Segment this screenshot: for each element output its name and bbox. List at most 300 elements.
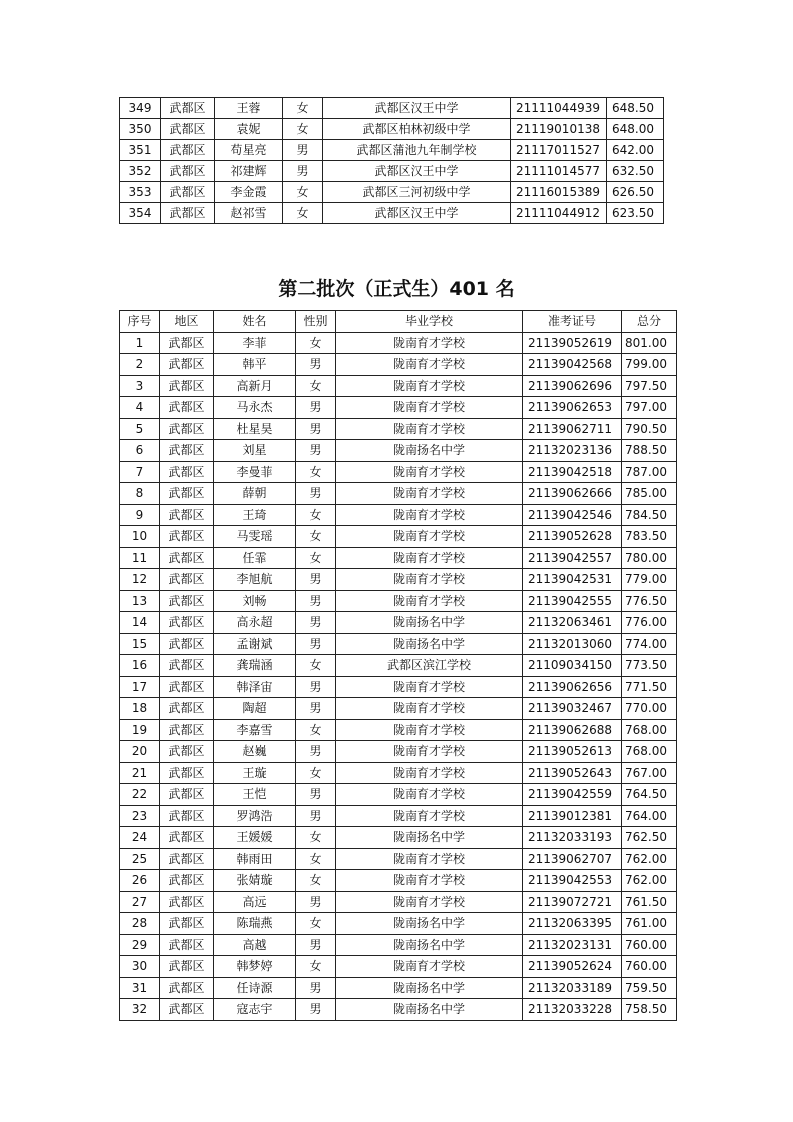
- cell-name: 袁妮: [215, 119, 283, 140]
- cell-gender: 男: [296, 590, 336, 612]
- cell-name: 王媛媛: [214, 827, 296, 849]
- cell-district: 武都区: [160, 483, 214, 505]
- table-row: [120, 483, 677, 505]
- cell-gender: 男: [296, 633, 336, 655]
- cell-gender: 女: [296, 956, 336, 978]
- cell-school: 陇南育才学校: [336, 375, 523, 397]
- cell-name: 薛朝: [214, 483, 296, 505]
- header-district: 地区: [160, 311, 214, 333]
- cell-name: 苟星亮: [215, 140, 283, 161]
- cell-exam-id: 21132023136: [523, 440, 622, 462]
- cell-total-score: 797.00: [622, 397, 677, 419]
- cell-total-score: 790.50: [622, 418, 677, 440]
- cell-gender: 男: [296, 934, 336, 956]
- cell-district: 武都区: [160, 354, 214, 376]
- table-row: [120, 848, 677, 870]
- table-row: [120, 977, 677, 999]
- table-row: [120, 354, 677, 376]
- cell-exam-id: 21139032467: [523, 698, 622, 720]
- cell-total-score: 623.50: [607, 203, 664, 224]
- table-row: [120, 934, 677, 956]
- table-row: [120, 590, 677, 612]
- cell-exam-id: 21139062707: [523, 848, 622, 870]
- cell-exam-id: 21117011527: [511, 140, 607, 161]
- cell-name: 韩梦婷: [214, 956, 296, 978]
- cell-district: 武都区: [160, 612, 214, 634]
- cell-exam-id: 21139042555: [523, 590, 622, 612]
- cell-exam-id: 21139042531: [523, 569, 622, 591]
- table-row: [120, 203, 664, 224]
- cell-exam-id: 21139052628: [523, 526, 622, 548]
- cell-index: 21: [120, 762, 160, 784]
- cell-district: 武都区: [161, 119, 215, 140]
- cell-total-score: 773.50: [622, 655, 677, 677]
- table-row: [120, 98, 664, 119]
- cell-index: 19: [120, 719, 160, 741]
- cell-district: 武都区: [161, 161, 215, 182]
- cell-school: 陇南扬名中学: [336, 977, 523, 999]
- cell-total-score: 783.50: [622, 526, 677, 548]
- cell-index: 30: [120, 956, 160, 978]
- cell-gender: 女: [296, 848, 336, 870]
- cell-exam-id: 21139062656: [523, 676, 622, 698]
- cell-name: 陈瑞燕: [214, 913, 296, 935]
- cell-school: 陇南育才学校: [336, 504, 523, 526]
- cell-total-score: 788.50: [622, 440, 677, 462]
- cell-gender: 女: [283, 182, 323, 203]
- cell-gender: 女: [296, 332, 336, 354]
- cell-school: 武都区柏林初级中学: [323, 119, 511, 140]
- table-row: [120, 741, 677, 763]
- cell-total-score: 762.00: [622, 870, 677, 892]
- cell-school: 陇南育才学校: [336, 891, 523, 913]
- cell-exam-id: 21119010138: [511, 119, 607, 140]
- table-row: [120, 418, 677, 440]
- cell-index: 15: [120, 633, 160, 655]
- cell-district: 武都区: [160, 698, 214, 720]
- cell-total-score: 761.00: [622, 913, 677, 935]
- cell-school: 陇南育才学校: [336, 418, 523, 440]
- cell-exam-id: 21132063395: [523, 913, 622, 935]
- cell-total-score: 632.50: [607, 161, 664, 182]
- cell-gender: 男: [296, 891, 336, 913]
- cell-gender: 女: [296, 547, 336, 569]
- continued-results-table: [119, 97, 664, 224]
- cell-exam-id: 21132033193: [523, 827, 622, 849]
- cell-exam-id: 21132013060: [523, 633, 622, 655]
- cell-school: 陇南育才学校: [336, 719, 523, 741]
- cell-school: 陇南育才学校: [336, 590, 523, 612]
- cell-total-score: 762.50: [622, 827, 677, 849]
- cell-gender: 女: [296, 655, 336, 677]
- cell-district: 武都区: [160, 977, 214, 999]
- cell-district: 武都区: [160, 719, 214, 741]
- cell-district: 武都区: [160, 762, 214, 784]
- cell-exam-id: 21139062688: [523, 719, 622, 741]
- cell-index: 9: [120, 504, 160, 526]
- cell-school: 武都区汉王中学: [323, 161, 511, 182]
- cell-gender: 女: [296, 526, 336, 548]
- cell-gender: 女: [296, 719, 336, 741]
- cell-name: 马永杰: [214, 397, 296, 419]
- cell-index: 10: [120, 526, 160, 548]
- cell-exam-id: 21139062653: [523, 397, 622, 419]
- cell-total-score: 770.00: [622, 698, 677, 720]
- cell-district: 武都区: [160, 956, 214, 978]
- table-row: [120, 913, 677, 935]
- table-row: [120, 784, 677, 806]
- cell-name: 赵巍: [214, 741, 296, 763]
- cell-district: 武都区: [160, 784, 214, 806]
- cell-index: 11: [120, 547, 160, 569]
- cell-exam-id: 21139042553: [523, 870, 622, 892]
- cell-index: 23: [120, 805, 160, 827]
- cell-name: 王璇: [214, 762, 296, 784]
- cell-name: 刘畅: [214, 590, 296, 612]
- cell-name: 李菲: [214, 332, 296, 354]
- cell-name: 高永超: [214, 612, 296, 634]
- cell-school: 陇南育才学校: [336, 784, 523, 806]
- cell-school: 陇南育才学校: [336, 676, 523, 698]
- cell-gender: 男: [296, 354, 336, 376]
- table-row: [120, 375, 677, 397]
- cell-index: 18: [120, 698, 160, 720]
- cell-total-score: 780.00: [622, 547, 677, 569]
- table-row: [120, 397, 677, 419]
- cell-index: 353: [120, 182, 161, 203]
- cell-name: 李金霞: [215, 182, 283, 203]
- cell-school: 陇南育才学校: [336, 397, 523, 419]
- cell-total-score: 787.00: [622, 461, 677, 483]
- cell-gender: 男: [296, 977, 336, 999]
- cell-gender: 女: [296, 375, 336, 397]
- cell-index: 20: [120, 741, 160, 763]
- cell-total-score: 768.00: [622, 719, 677, 741]
- cell-school: 武都区汉王中学: [323, 203, 511, 224]
- table-row: [120, 332, 677, 354]
- table-row: [120, 161, 664, 182]
- cell-total-score: 759.50: [622, 977, 677, 999]
- cell-district: 武都区: [161, 182, 215, 203]
- cell-name: 王琦: [214, 504, 296, 526]
- cell-school: 陇南育才学校: [336, 698, 523, 720]
- cell-exam-id: 21139062696: [523, 375, 622, 397]
- cell-total-score: 799.00: [622, 354, 677, 376]
- cell-exam-id: 21111014577: [511, 161, 607, 182]
- cell-exam-id: 21139012381: [523, 805, 622, 827]
- cell-school: 陇南育才学校: [336, 870, 523, 892]
- cell-district: 武都区: [160, 891, 214, 913]
- cell-gender: 女: [283, 119, 323, 140]
- cell-district: 武都区: [160, 676, 214, 698]
- cell-exam-id: 21111044912: [511, 203, 607, 224]
- cell-gender: 男: [296, 483, 336, 505]
- cell-gender: 男: [296, 698, 336, 720]
- cell-school: 陇南扬名中学: [336, 612, 523, 634]
- cell-district: 武都区: [160, 999, 214, 1021]
- cell-gender: 男: [283, 161, 323, 182]
- cell-total-score: 626.50: [607, 182, 664, 203]
- cell-school: 陇南扬名中学: [336, 999, 523, 1021]
- cell-gender: 女: [296, 762, 336, 784]
- cell-total-score: 760.00: [622, 956, 677, 978]
- cell-school: 陇南扬名中学: [336, 934, 523, 956]
- cell-school: 陇南育才学校: [336, 569, 523, 591]
- cell-exam-id: 21139042518: [523, 461, 622, 483]
- cell-gender: 男: [296, 440, 336, 462]
- cell-index: 3: [120, 375, 160, 397]
- table-row: [120, 119, 664, 140]
- cell-district: 武都区: [160, 934, 214, 956]
- cell-gender: 男: [296, 612, 336, 634]
- cell-index: 7: [120, 461, 160, 483]
- cell-district: 武都区: [160, 870, 214, 892]
- header-name: 姓名: [214, 311, 296, 333]
- cell-index: 25: [120, 848, 160, 870]
- cell-total-score: 779.00: [622, 569, 677, 591]
- cell-index: 27: [120, 891, 160, 913]
- cell-index: 12: [120, 569, 160, 591]
- cell-gender: 女: [296, 504, 336, 526]
- cell-district: 武都区: [160, 741, 214, 763]
- cell-name: 马雯瑶: [214, 526, 296, 548]
- section-title: 第二批次（正式生）401 名: [278, 278, 515, 300]
- table-row: [120, 870, 677, 892]
- cell-gender: 男: [296, 676, 336, 698]
- header-index: 序号: [120, 311, 160, 333]
- cell-exam-id: 21139052619: [523, 332, 622, 354]
- cell-school: 陇南育才学校: [336, 805, 523, 827]
- cell-district: 武都区: [160, 805, 214, 827]
- cell-index: 350: [120, 119, 161, 140]
- cell-school: 陇南扬名中学: [336, 827, 523, 849]
- cell-total-score: 768.00: [622, 741, 677, 763]
- cell-name: 刘星: [214, 440, 296, 462]
- cell-school: 武都区三河初级中学: [323, 182, 511, 203]
- cell-school: 武都区滨江学校: [336, 655, 523, 677]
- cell-exam-id: 21139062666: [523, 483, 622, 505]
- table-row: [120, 504, 677, 526]
- cell-name: 高远: [214, 891, 296, 913]
- cell-index: 24: [120, 827, 160, 849]
- cell-exam-id: 21139052624: [523, 956, 622, 978]
- table-row: [120, 633, 677, 655]
- cell-gender: 男: [296, 784, 336, 806]
- cell-district: 武都区: [160, 590, 214, 612]
- cell-index: 31: [120, 977, 160, 999]
- cell-gender: 男: [296, 741, 336, 763]
- cell-school: 陇南育才学校: [336, 547, 523, 569]
- cell-exam-id: 21132063461: [523, 612, 622, 634]
- table-row: [120, 956, 677, 978]
- cell-district: 武都区: [160, 332, 214, 354]
- cell-index: 29: [120, 934, 160, 956]
- cell-total-score: 785.00: [622, 483, 677, 505]
- cell-school: 武都区蒲池九年制学校: [323, 140, 511, 161]
- cell-name: 任诗源: [214, 977, 296, 999]
- cell-index: 354: [120, 203, 161, 224]
- cell-exam-id: 21116015389: [511, 182, 607, 203]
- cell-index: 26: [120, 870, 160, 892]
- cell-district: 武都区: [160, 633, 214, 655]
- cell-district: 武都区: [160, 526, 214, 548]
- cell-total-score: 764.50: [622, 784, 677, 806]
- cell-total-score: 801.00: [622, 332, 677, 354]
- continued-results-body: [120, 98, 664, 224]
- cell-school: 陇南育才学校: [336, 483, 523, 505]
- header-school: 毕业学校: [336, 311, 523, 333]
- header-exam-id: 准考证号: [523, 311, 622, 333]
- cell-exam-id: 21132033228: [523, 999, 622, 1021]
- cell-total-score: 758.50: [622, 999, 677, 1021]
- cell-district: 武都区: [160, 655, 214, 677]
- cell-name: 韩雨田: [214, 848, 296, 870]
- cell-district: 武都区: [160, 504, 214, 526]
- cell-school: 陇南育才学校: [336, 848, 523, 870]
- cell-school: 陇南育才学校: [336, 762, 523, 784]
- cell-gender: 女: [296, 827, 336, 849]
- table-row: [120, 612, 677, 634]
- second-batch-results-table: [119, 310, 677, 1021]
- cell-index: 14: [120, 612, 160, 634]
- table-row: [120, 827, 677, 849]
- cell-total-score: 784.50: [622, 504, 677, 526]
- cell-gender: 女: [283, 203, 323, 224]
- cell-gender: 女: [296, 913, 336, 935]
- cell-exam-id: 21111044939: [511, 98, 607, 119]
- cell-index: 349: [120, 98, 161, 119]
- cell-school: 陇南扬名中学: [336, 633, 523, 655]
- cell-total-score: 767.00: [622, 762, 677, 784]
- cell-name: 任霏: [214, 547, 296, 569]
- cell-index: 5: [120, 418, 160, 440]
- cell-total-score: 760.00: [622, 934, 677, 956]
- cell-total-score: 762.00: [622, 848, 677, 870]
- cell-school: 陇南扬名中学: [336, 913, 523, 935]
- cell-exam-id: 21139062711: [523, 418, 622, 440]
- cell-name: 李旭航: [214, 569, 296, 591]
- cell-school: 陇南扬名中学: [336, 440, 523, 462]
- cell-gender: 女: [296, 870, 336, 892]
- cell-index: 352: [120, 161, 161, 182]
- table-row: [120, 805, 677, 827]
- cell-exam-id: 21139052613: [523, 741, 622, 763]
- table-row: [120, 999, 677, 1021]
- cell-name: 高越: [214, 934, 296, 956]
- cell-index: 351: [120, 140, 161, 161]
- cell-total-score: 776.00: [622, 612, 677, 634]
- cell-name: 王恺: [214, 784, 296, 806]
- cell-index: 22: [120, 784, 160, 806]
- cell-name: 陶超: [214, 698, 296, 720]
- cell-school: 武都区汉王中学: [323, 98, 511, 119]
- table-row: [120, 526, 677, 548]
- cell-gender: 男: [296, 569, 336, 591]
- cell-school: 陇南育才学校: [336, 526, 523, 548]
- table-header-row: [120, 311, 677, 333]
- cell-total-score: 648.50: [607, 98, 664, 119]
- cell-district: 武都区: [160, 827, 214, 849]
- table-row: [120, 698, 677, 720]
- cell-total-score: 761.50: [622, 891, 677, 913]
- cell-name: 赵祁雪: [215, 203, 283, 224]
- cell-total-score: 797.50: [622, 375, 677, 397]
- table-row: [120, 676, 677, 698]
- cell-gender: 男: [283, 140, 323, 161]
- cell-gender: 女: [296, 461, 336, 483]
- cell-exam-id: 21109034150: [523, 655, 622, 677]
- cell-district: 武都区: [160, 397, 214, 419]
- cell-district: 武都区: [160, 913, 214, 935]
- cell-gender: 女: [283, 98, 323, 119]
- table-row: [120, 461, 677, 483]
- cell-name: 李曼菲: [214, 461, 296, 483]
- cell-index: 2: [120, 354, 160, 376]
- cell-district: 武都区: [160, 569, 214, 591]
- cell-district: 武都区: [161, 98, 215, 119]
- cell-school: 陇南育才学校: [336, 956, 523, 978]
- cell-gender: 男: [296, 397, 336, 419]
- cell-gender: 男: [296, 418, 336, 440]
- table-row: [120, 547, 677, 569]
- cell-total-score: 764.00: [622, 805, 677, 827]
- cell-exam-id: 21139042546: [523, 504, 622, 526]
- cell-exam-id: 21132023131: [523, 934, 622, 956]
- cell-index: 13: [120, 590, 160, 612]
- table-row: [120, 182, 664, 203]
- cell-district: 武都区: [161, 203, 215, 224]
- cell-school: 陇南育才学校: [336, 461, 523, 483]
- cell-district: 武都区: [161, 140, 215, 161]
- cell-name: 罗鸿浩: [214, 805, 296, 827]
- cell-name: 高新月: [214, 375, 296, 397]
- cell-name: 寇志宇: [214, 999, 296, 1021]
- cell-district: 武都区: [160, 848, 214, 870]
- table-row: [120, 655, 677, 677]
- cell-exam-id: 21139052643: [523, 762, 622, 784]
- cell-district: 武都区: [160, 547, 214, 569]
- cell-total-score: 648.00: [607, 119, 664, 140]
- cell-index: 1: [120, 332, 160, 354]
- cell-school: 陇南育才学校: [336, 354, 523, 376]
- cell-total-score: 774.00: [622, 633, 677, 655]
- cell-exam-id: 21139072721: [523, 891, 622, 913]
- cell-exam-id: 21139042557: [523, 547, 622, 569]
- cell-name: 韩泽宙: [214, 676, 296, 698]
- cell-index: 8: [120, 483, 160, 505]
- cell-name: 王蓉: [215, 98, 283, 119]
- table-row: [120, 762, 677, 784]
- cell-school: 陇南育才学校: [336, 332, 523, 354]
- cell-total-score: 771.50: [622, 676, 677, 698]
- cell-exam-id: 21139042559: [523, 784, 622, 806]
- cell-district: 武都区: [160, 418, 214, 440]
- cell-school: 陇南育才学校: [336, 741, 523, 763]
- header-gender: 性别: [296, 311, 336, 333]
- header-total-score: 总分: [622, 311, 677, 333]
- table-row: [120, 440, 677, 462]
- cell-name: 张婧璇: [214, 870, 296, 892]
- cell-name: 祁建辉: [215, 161, 283, 182]
- second-batch-results-body: [120, 332, 677, 1020]
- cell-total-score: 776.50: [622, 590, 677, 612]
- table-row: [120, 569, 677, 591]
- cell-district: 武都区: [160, 461, 214, 483]
- cell-name: 韩平: [214, 354, 296, 376]
- cell-name: 龚瑞涵: [214, 655, 296, 677]
- cell-name: 杜星昊: [214, 418, 296, 440]
- table-row: [120, 719, 677, 741]
